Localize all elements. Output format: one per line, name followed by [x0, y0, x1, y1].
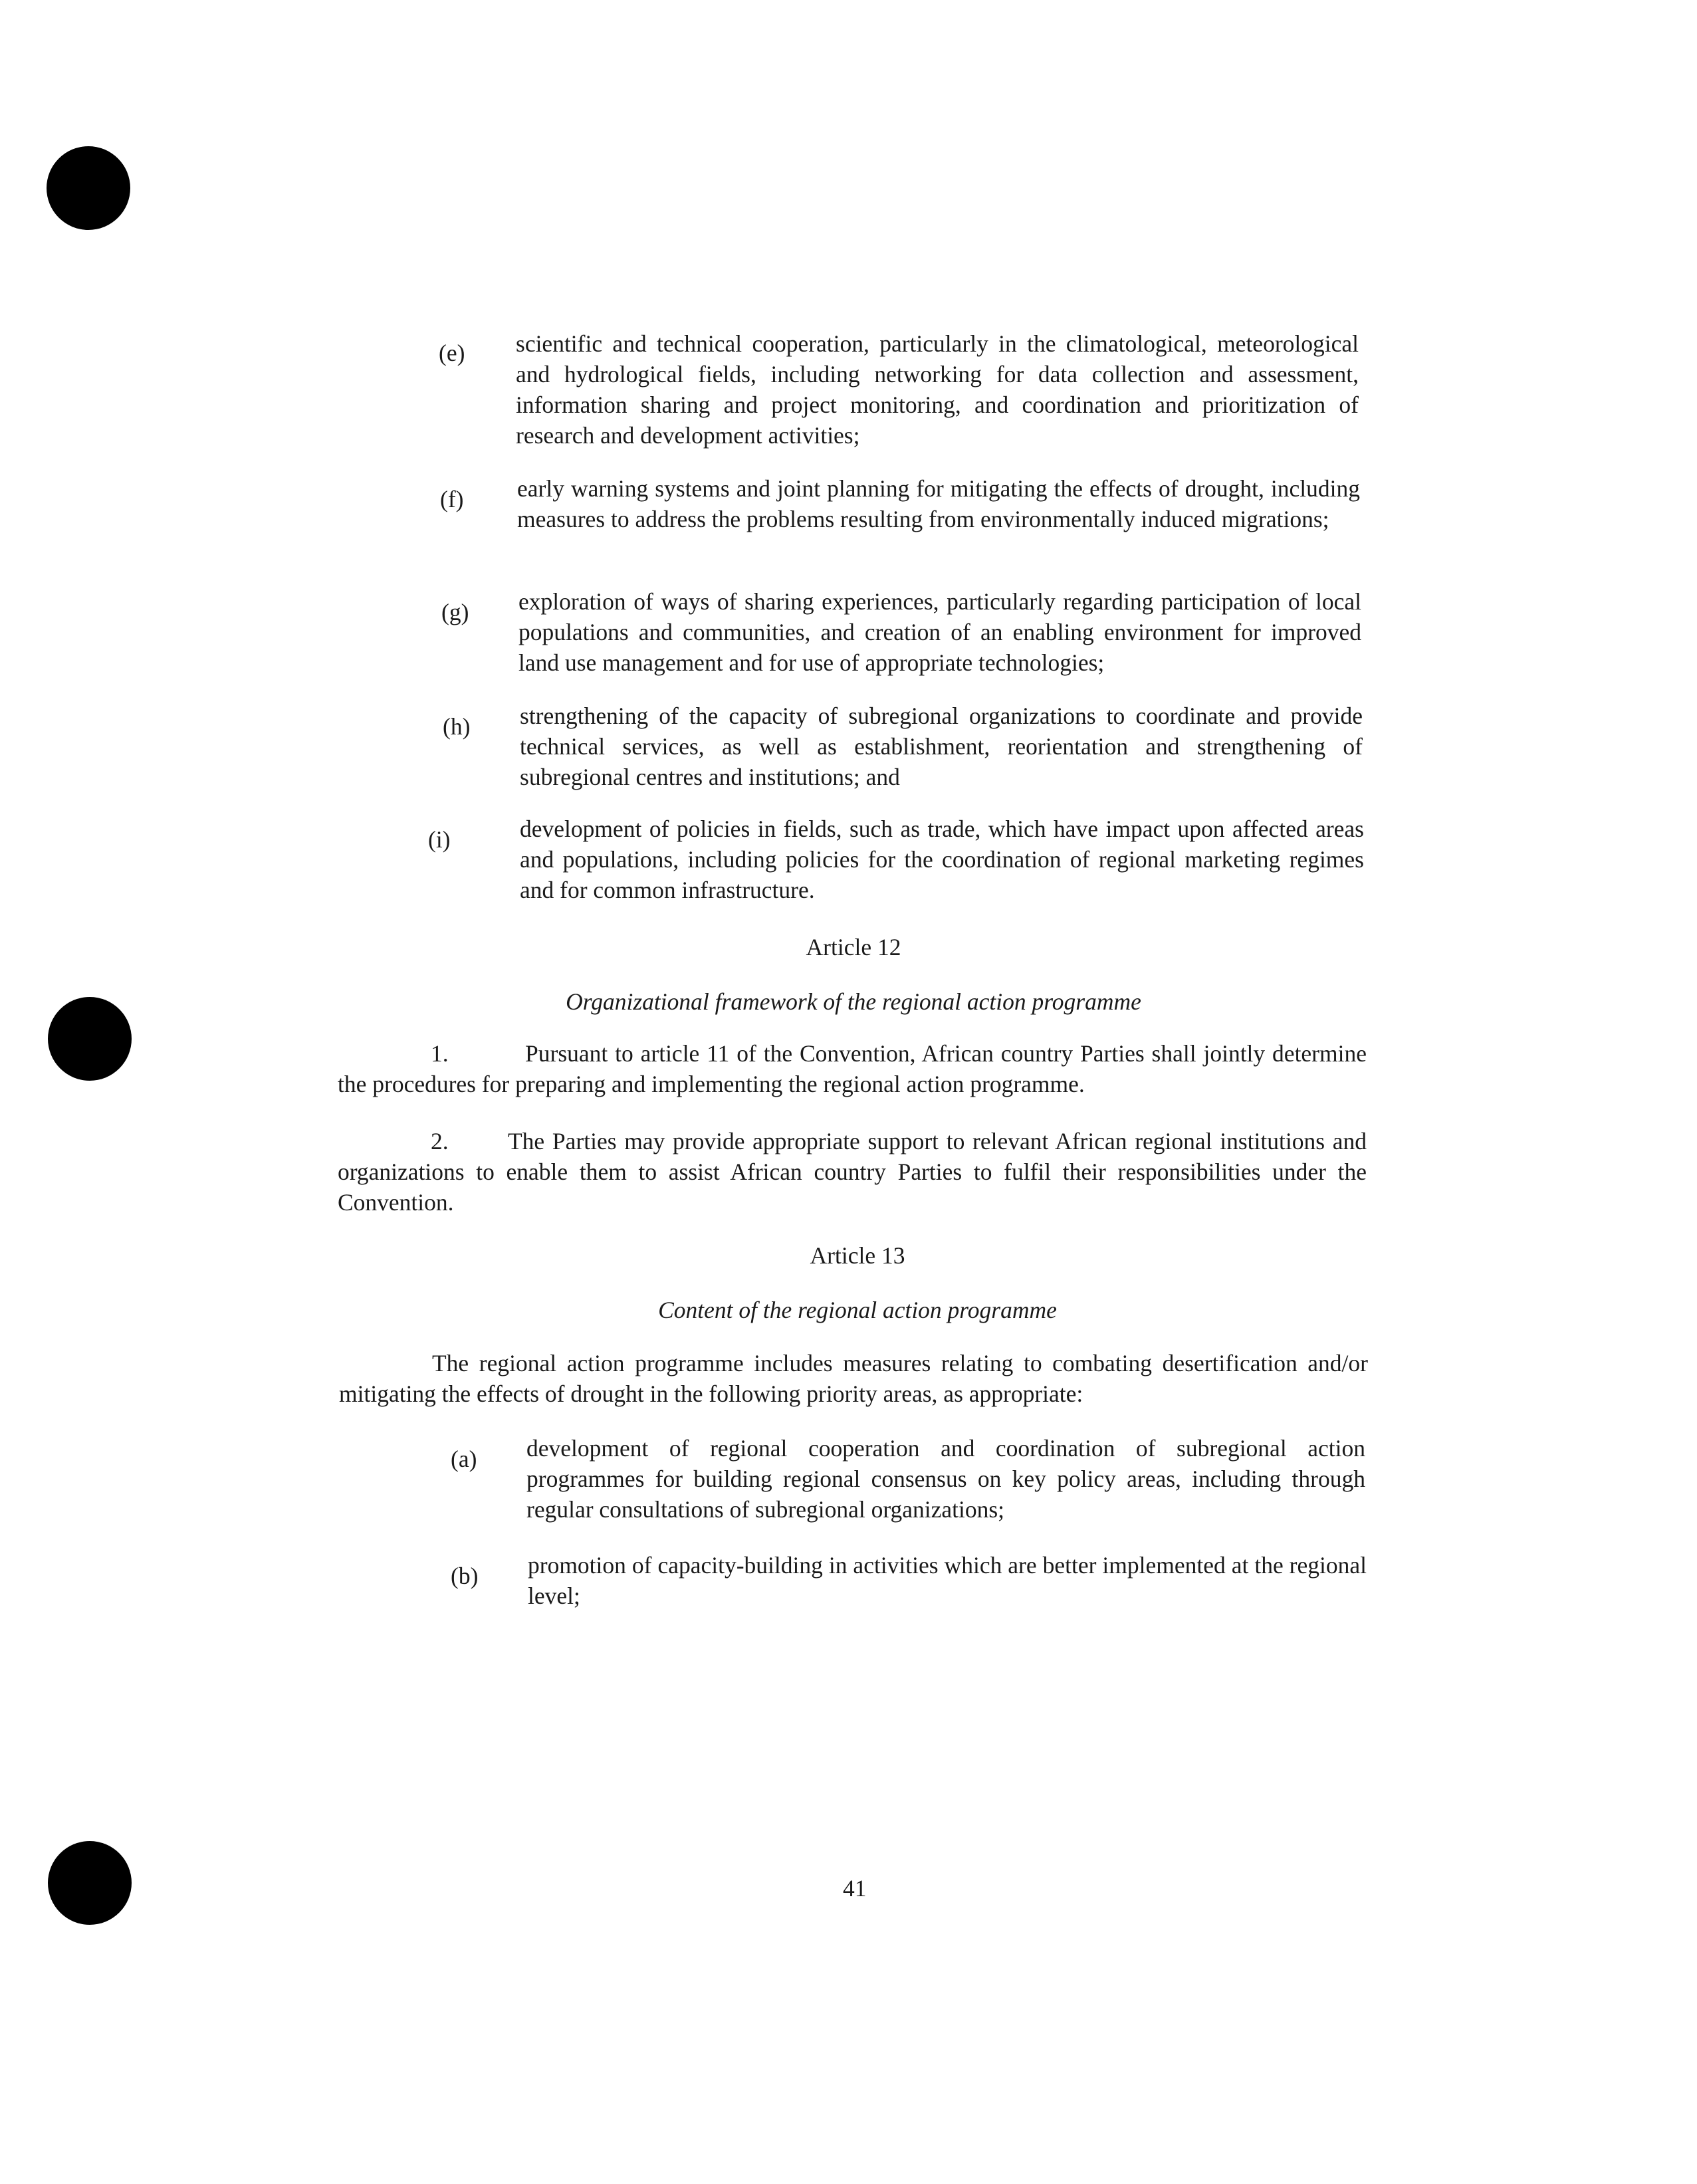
item-label-e: (e)	[439, 340, 465, 366]
item-label-a: (a)	[451, 1446, 477, 1472]
punch-hole-middle	[48, 997, 132, 1081]
item-text-h: strengthening of the capacity of subregional organizations to coordinate and provide technical services, as well as establishment, reorientation and strengthening of subregional centres and institutions; and	[520, 703, 1363, 790]
article-12-heading: Article 12	[806, 934, 901, 960]
punch-hole-top	[47, 146, 130, 230]
item-text-a: development of regional cooperation and coordination of subregional action programmes for building regional consensus on key policy areas, including through regular consultations of subregional organizations;	[526, 1435, 1365, 1523]
paragraph-text: Pursuant to article 11 of the Convention, African country Parties shall jointly determine the procedures for preparing and implementing the regional action programme.	[338, 1040, 1367, 1097]
article-12-paragraph-2	[338, 1126, 1367, 1218]
article-13-intro	[339, 1348, 1368, 1409]
item-text-f: early warning systems and joint planning for mitigating the effects of drought, including measures to address the problems resulting from environmentally induced migrations;	[517, 475, 1360, 532]
paragraph-number: 2.	[431, 1128, 449, 1154]
paragraph-number: 1.	[431, 1040, 449, 1067]
intro-text: The regional action programme includes measures relating to combating desertification and/or mitigating the effects of drought in the following priority areas, as appropriate:	[339, 1350, 1368, 1407]
item-text-i: development of policies in fields, such as trade, which have impact upon affected areas and populations, including policies for the coordination of regional marketing regimes and for common infrastructure.	[520, 816, 1364, 903]
paragraph-text: The Parties may provide appropriate support to relevant African regional institutions and organizations to enable them to assist African country Parties to fulfil their responsibilities under the Convention.	[338, 1128, 1367, 1216]
article-13-subtitle: Content of the regional action programme	[658, 1297, 1057, 1323]
article-12-subtitle: Organizational framework of the regional action programme	[566, 988, 1141, 1015]
punch-hole-bottom	[48, 1841, 132, 1925]
item-label-g: (g)	[441, 599, 469, 625]
article-12-paragraph-1	[338, 1038, 1367, 1099]
item-text-b: promotion of capacity-building in activities which are better implemented at the regional level;	[528, 1552, 1367, 1609]
item-text-e: scientific and technical cooperation, particularly in the climatological, meteorological and hydrological fields, including networking for data collection and assessment, information sharing and project monitoring, and coordination and prioritization of research and development activities;	[516, 330, 1359, 449]
item-label-b: (b)	[451, 1563, 479, 1589]
page-number: 41	[843, 1875, 867, 1902]
item-text-g: exploration of ways of sharing experiences, particularly regarding participation of local populations and communities, and creation of an enabling environment for improved land use management and for use of appropriate technologies;	[518, 588, 1361, 676]
article-13-heading: Article 13	[810, 1242, 905, 1269]
item-label-h: (h)	[443, 713, 471, 740]
item-label-f: (f)	[440, 486, 464, 512]
item-label-i: (i)	[428, 826, 451, 853]
